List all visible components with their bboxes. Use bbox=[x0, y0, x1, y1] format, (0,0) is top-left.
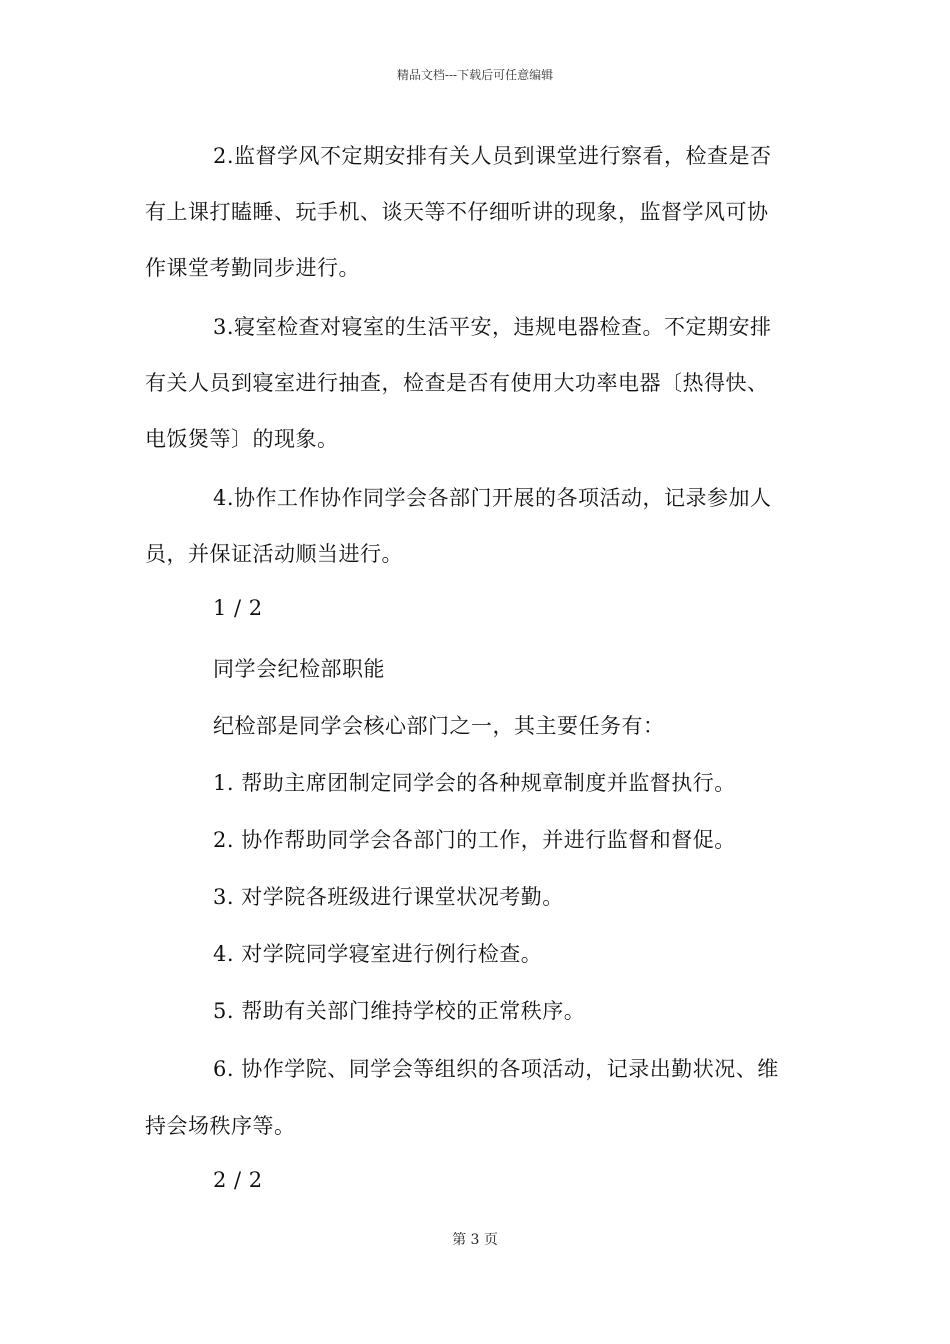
list-item: 4. 对学院同学寝室进行例行检查。 bbox=[213, 942, 543, 966]
list-item: 6. 协作学院、同学会等组织的各项活动，记录出勤状况、维 bbox=[213, 1057, 779, 1081]
paragraph-line: 4.协作工作协作同学会各部门开展的各项活动，记录参加人 bbox=[213, 486, 772, 510]
paragraph-line: 有关人员到寝室进行抽查，检查是否有使用大功率电器〔热得快、 bbox=[145, 371, 769, 395]
list-item: 2. 协作帮助同学会各部门的工作，并进行监督和督促。 bbox=[213, 828, 736, 852]
paragraph-line: 作课堂考勤同步进行。 bbox=[145, 256, 360, 280]
paragraph-line: 2.监督学风不定期安排有关人员到课堂进行察看，检查是否 bbox=[213, 144, 772, 168]
paragraph-line: 电饭煲等〕的现象。 bbox=[145, 427, 339, 451]
page-footer: 第 3 页 bbox=[452, 1232, 498, 1248]
paragraph-line: 3.寝室检查对寝室的生活平安，违规电器检查。不定期安排 bbox=[213, 315, 772, 339]
page-marker: 2 / 2 bbox=[213, 1168, 263, 1192]
intro-text: 纪检部是同学会核心部门之一，其主要任务有： bbox=[213, 714, 665, 738]
list-item: 5. 帮助有关部门维持学校的正常秩序。 bbox=[213, 999, 586, 1023]
paragraph-line: 有上课打瞌睡、玩手机、谈天等不仔细听讲的现象，监督学风可协 bbox=[145, 200, 769, 224]
list-item: 1. 帮助主席团制定同学会的各种规章制度并监督执行。 bbox=[213, 771, 736, 795]
page-header: 精品文档---下载后可任意编辑 bbox=[396, 68, 554, 82]
list-item-continuation: 持会场秩序等。 bbox=[145, 1114, 296, 1138]
page-marker: 1 / 2 bbox=[213, 596, 263, 620]
list-item: 3. 对学院各班级进行课堂状况考勤。 bbox=[213, 885, 564, 909]
paragraph-line: 员，并保证活动顺当进行。 bbox=[145, 542, 403, 566]
section-title: 同学会纪检部职能 bbox=[213, 657, 385, 681]
